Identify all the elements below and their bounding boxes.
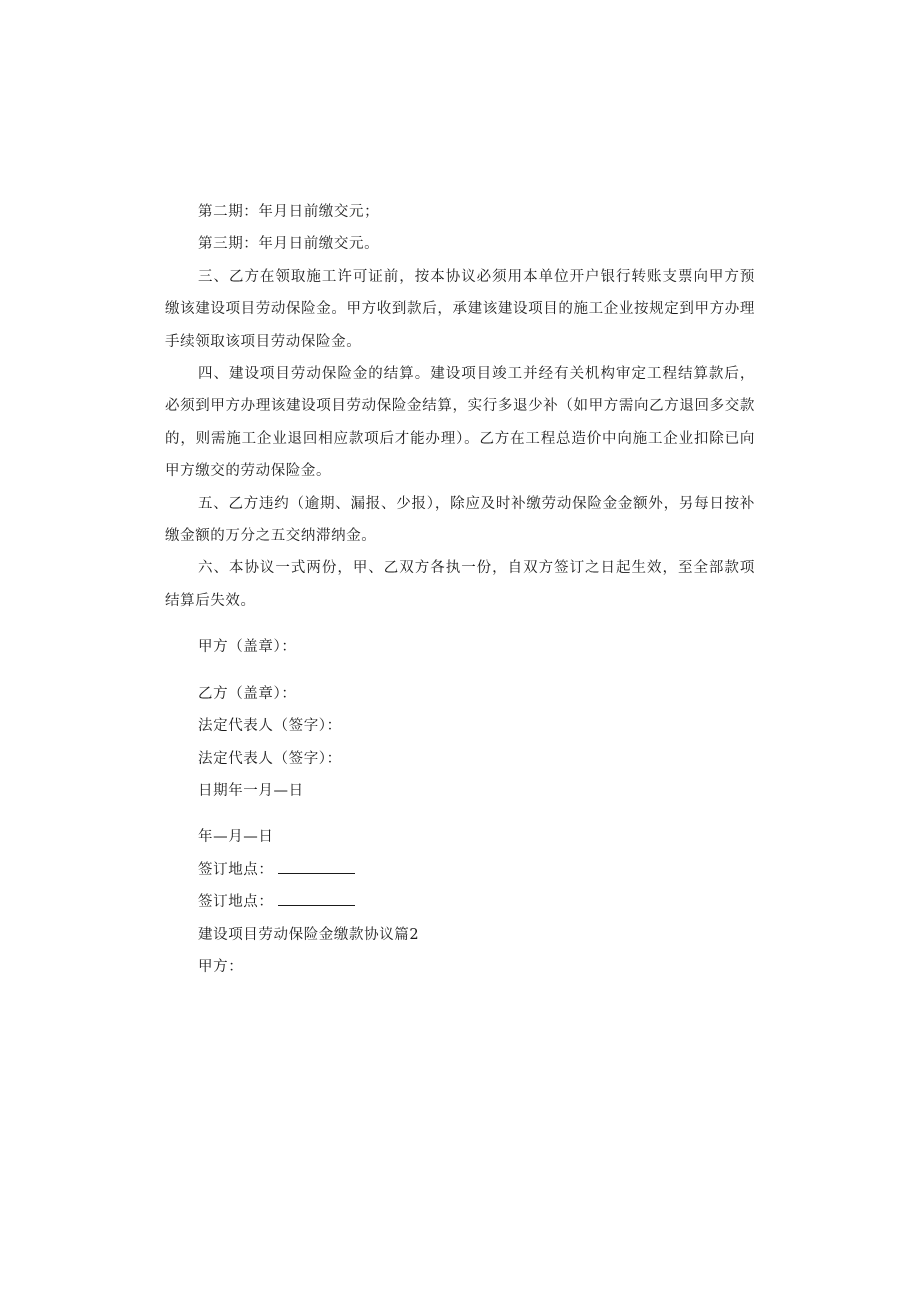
sign-place-1-label: 签订地点： [198, 861, 274, 878]
clause-6: 六、本协议一式两份，甲、乙双方各执一份，自双方签订之日起生效，至全部款项结算后失效。 [165, 560, 755, 609]
spacer [165, 617, 755, 631]
installment-2: 第二期：年月日前缴交元； [198, 204, 380, 220]
clause-3: 三、乙方在领取施工许可证前，按本协议必须用本单位开户银行转账支票向甲方预缴该建设项目劳动保险金。甲方收到款后，承建该建设项目的施工企业按规定到甲方办理手续领取该项目劳动保险金。 [165, 268, 755, 350]
document-body [165, 196, 755, 983]
spacer [165, 807, 755, 821]
sign-place-1-blank [278, 859, 355, 874]
sign-place-2-blank [278, 891, 355, 906]
sign-place-2-label: 签订地点： [198, 894, 274, 911]
sign-place-1 [165, 854, 755, 886]
next-agreement-title: 建设项目劳动保险金缴款协议篇2 [198, 926, 420, 943]
party-b-seal: 乙方（盖章）： [198, 685, 297, 702]
legal-rep-1: 法定代表人（签字）： [198, 718, 342, 735]
installment-3: 第三期：年月日前缴交元。 [198, 236, 380, 253]
date-1: 日期年一月—日 [198, 782, 304, 799]
legal-rep-2: 法定代表人（签字）： [198, 750, 342, 767]
date-2: 年—月—日 [198, 829, 274, 846]
clause-4: 四、建设项目劳动保险金的结算。建设项目竣工并经有关机构审定工程结算款后，必须到甲方办理该建设项目劳动保险金结算，实行多退少补（如甲方需向乙方退回多交款的，则需施工企业退回相应款项后才能办理）。乙方在工程总造价中向施工企业扣除已向甲方缴交的劳动保险金。 [165, 366, 755, 480]
clause-5: 五、乙方违约（逾期、漏报、少报），除应及时补缴劳动保险金金额外，另每日按补缴金额的万分之五交纳滞纳金。 [165, 495, 755, 545]
party-a-seal: 甲方（盖章）： [198, 639, 297, 656]
next-party-a: 甲方： [198, 958, 244, 975]
sign-place-2 [165, 886, 755, 918]
spacer [165, 664, 755, 678]
